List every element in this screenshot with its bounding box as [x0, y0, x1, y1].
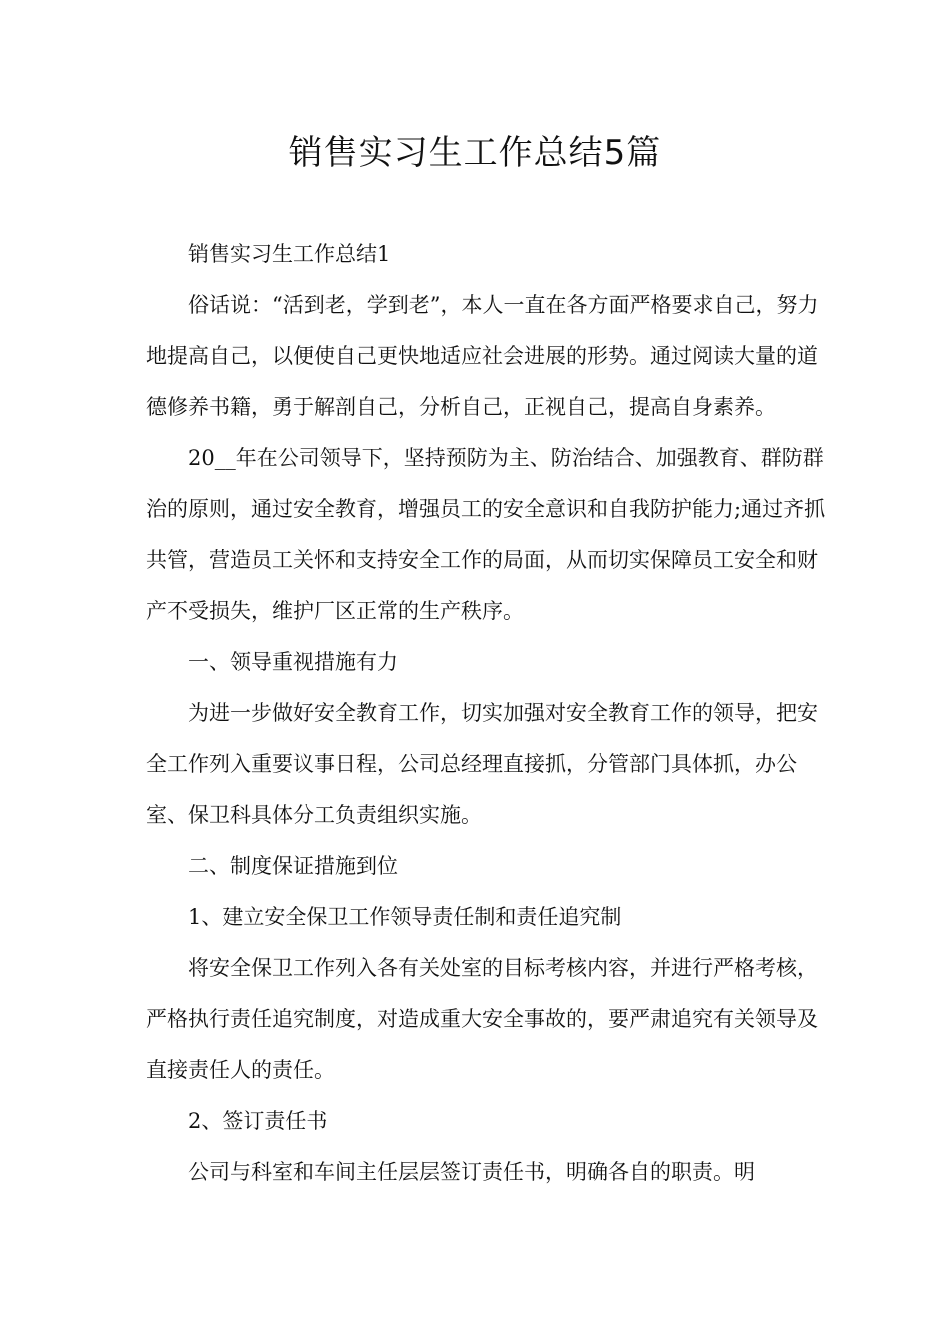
section-heading: 二、制度保证措施到位 — [188, 854, 398, 878]
paragraph: 为进一步做好安全教育工作，切实加强对安全教育工作的领导，把安全工作列入重要议事日程，公司总经理直接抓，分管部门具体抓，办公室、保卫科具体分工负责组织实施。 — [146, 701, 818, 827]
subsection-heading: 1、建立安全保卫工作领导责任制和责任追究制 — [188, 905, 622, 929]
document-body — [146, 229, 836, 1198]
section-heading: 一、领导重视措施有力 — [188, 650, 398, 674]
paragraph: 将安全保卫工作列入各有关处室的目标考核内容，并进行严格考核，严格执行责任追究制度，对造成重大安全事故的，要严肃追究有关领导及直接责任人的责任。 — [146, 956, 818, 1082]
section-heading: 销售实习生工作总结1 — [188, 242, 391, 266]
paragraph: 公司与科室和车间主任层层签订责任书，明确各自的职责。明 — [188, 1160, 755, 1184]
paragraph: 俗话说：“活到老，学到老”，本人一直在各方面严格要求自己，努力地提高自己，以便使自己更快地适应社会进展的形势。通过阅读大量的道德修养书籍，勇于解剖自己，分析自己，正视自己，提高自身素养。 — [146, 293, 819, 419]
document-title: 销售实习生工作总结5篇 — [288, 133, 662, 173]
subsection-heading: 2、签订责任书 — [188, 1109, 328, 1133]
paragraph: 20__年在公司领导下，坚持预防为主、防治结合、加强教育、群防群治的原则，通过安全教育，增强员工的安全意识和自我防护能力;通过齐抓共管，营造员工关怀和支持安全工作的局面，从而切实保障员工安全和财产不受损失，维护厂区正常的生产秩序。 — [146, 446, 826, 623]
